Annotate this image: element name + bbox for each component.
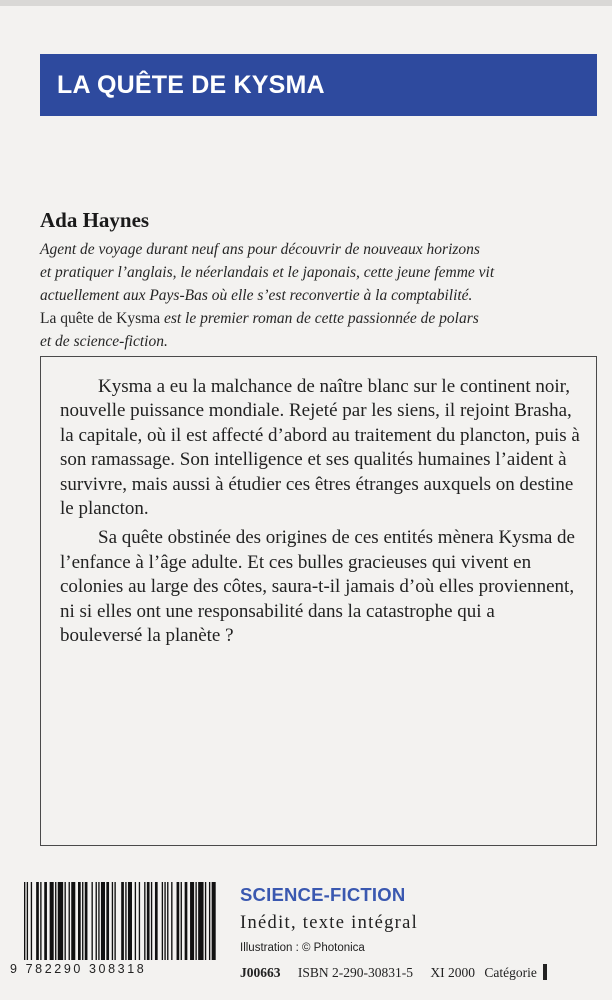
summary-paragraph-2: Sa quête obstinée des origines de ces entités mènera Kysma de l’enfance à l’âge adulte. Et ces bulles gracieuses qui vivent en colonies au large des côtes, saura-t-il jamais d’où elles proviennent, ni si elles ont une responsabilité dans la catastrophe qui a bouleversé la planète ? [60, 527, 575, 647]
barcode-bar [209, 882, 210, 960]
barcode-bar [128, 882, 132, 960]
barcode-bar [195, 882, 196, 960]
barcode-bar [40, 882, 41, 960]
barcode-bar [177, 882, 180, 960]
catalog-code: J00663 [240, 965, 281, 980]
author-name: Ada Haynes [40, 208, 150, 232]
barcode-bar [144, 882, 145, 960]
category-label: Catégorie [484, 965, 537, 980]
barcode-bar [82, 882, 83, 960]
barcode-bar [171, 882, 172, 960]
bio-line: et de science-fiction. [40, 333, 168, 350]
barcode-bar [198, 882, 203, 960]
barcode-bar [151, 882, 152, 960]
barcode-bar [92, 882, 93, 960]
barcode-bar [71, 882, 75, 960]
barcode-bar [85, 882, 88, 960]
barcode-bar [205, 882, 206, 960]
catalog-line [240, 964, 547, 981]
barcode-bar [96, 882, 97, 960]
barcode-bar [98, 882, 99, 960]
barcode-bar [135, 882, 136, 960]
author-bio [40, 238, 600, 353]
genre-label: SCIENCE-FICTION [240, 884, 406, 905]
barcode-bar [106, 882, 109, 960]
barcode-bar [164, 882, 165, 960]
bio-line: actuellement aux Pays-Bas où elle s’est reconvertie à la comptabilité. [40, 287, 473, 304]
barcode-bars [22, 882, 222, 962]
bio-line: Agent de voyage durant neuf ans pour découvrir de nouveaux horizons [40, 241, 480, 258]
barcode-bar [139, 882, 140, 960]
barcode-bar [155, 882, 158, 960]
barcode-bar [58, 882, 63, 960]
barcode-bar [44, 882, 47, 960]
barcode-bar [78, 882, 81, 960]
barcode-bar [27, 882, 28, 960]
barcode-bar [65, 882, 66, 960]
barcode-bar [55, 882, 56, 960]
bio-book-title: La quête de Kysma [40, 310, 161, 327]
edition-note: Inédit, texte intégral [240, 913, 419, 933]
summary-text [60, 375, 580, 653]
barcode [10, 882, 228, 992]
barcode-bar [147, 882, 150, 960]
summary-paragraph-1: Kysma a eu la malchance de naître blanc sur le continent noir, nouvelle puissance mondiale. Rejeté par les siens, il rejoint Brasha, la capitale, où il est affecté d’abord au traitement du plancton, puis à son ramassage. Son intelligence et ses qualités humaines l’aident à survivre, mais aussi à étudier ces êtres étranges auxquels on destine le plancton. [60, 376, 580, 520]
barcode-bar [24, 882, 25, 960]
barcode-bar [181, 882, 182, 960]
barcode-bar [162, 882, 163, 960]
barcode-bar [125, 882, 126, 960]
barcode-bar [190, 882, 194, 960]
print-date: XI 2000 [430, 965, 475, 980]
barcode-bar [101, 882, 105, 960]
barcode-bar [167, 882, 168, 960]
book-title: LA QUÊTE DE KYSMA [40, 54, 597, 116]
barcode-bar [112, 882, 113, 960]
barcode-bar [36, 882, 39, 960]
ean-number: 9 782290 308318 [10, 962, 147, 976]
page-edge [0, 0, 612, 6]
bio-line: et pratiquer l’anglais, le néerlandais et le japonais, cette jeune femme vit [40, 264, 495, 281]
illustration-credit: Illustration : © Photonica [240, 942, 365, 954]
category-mark [543, 964, 547, 980]
barcode-bar [185, 882, 188, 960]
isbn: ISBN 2-290-30831-5 [297, 965, 413, 980]
barcode-bar [69, 882, 70, 960]
barcode-bar [50, 882, 54, 960]
barcode-bar [114, 882, 115, 960]
barcode-bar [212, 882, 216, 960]
barcode-bar [31, 882, 32, 960]
bio-line: est le premier roman de cette passionnée de polars [160, 310, 479, 327]
barcode-bar [121, 882, 124, 960]
